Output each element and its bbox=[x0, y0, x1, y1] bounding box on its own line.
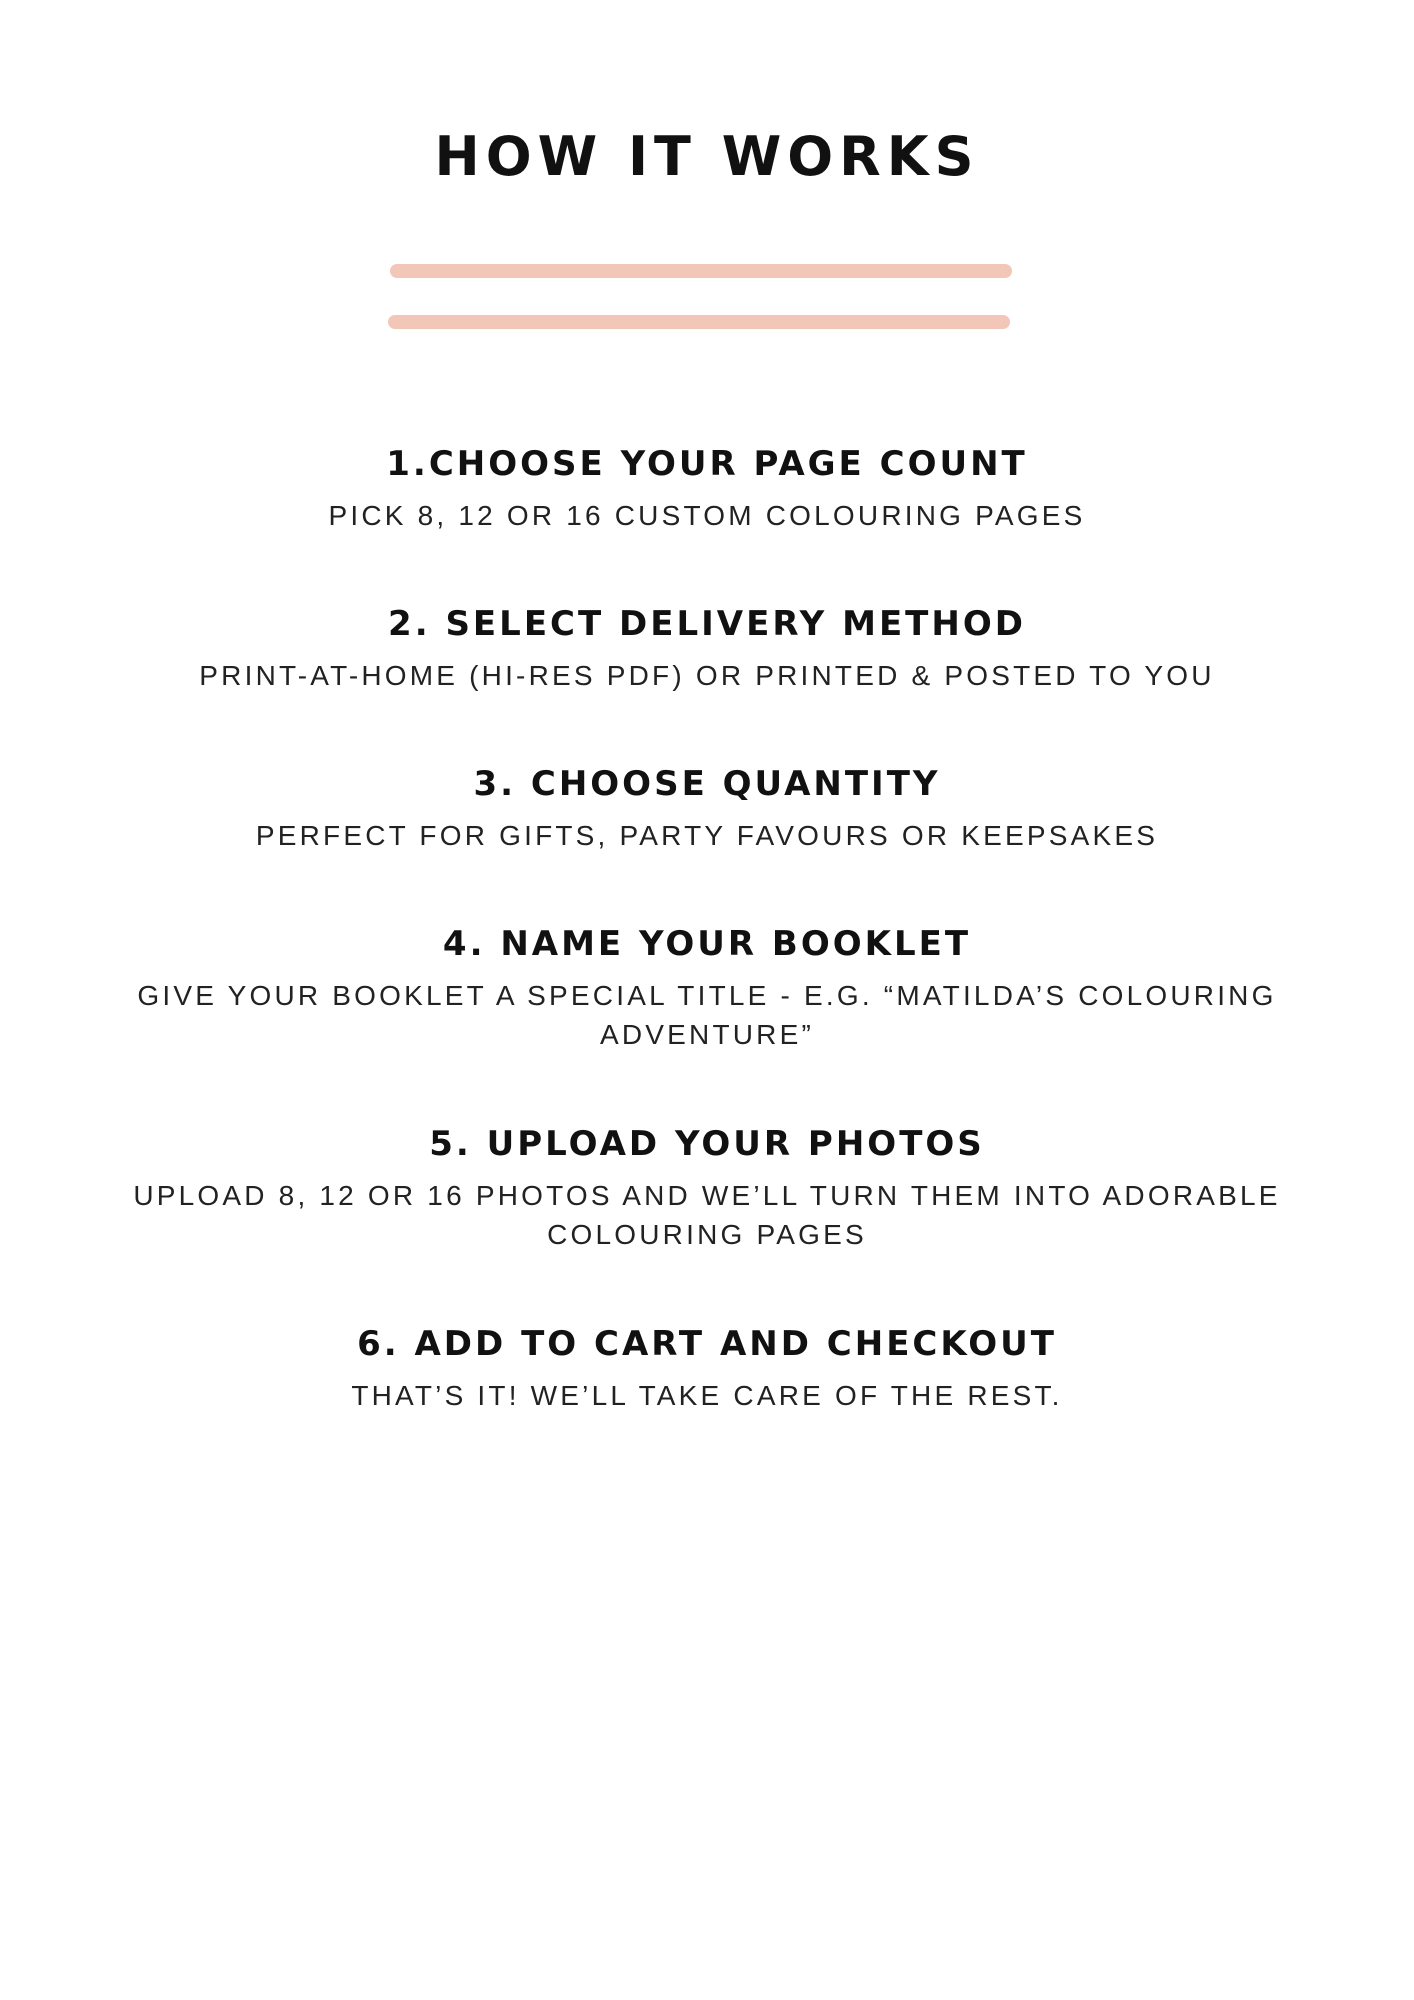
decorative-divider-bottom bbox=[388, 315, 1010, 329]
step-title: 4. NAME YOUR BOOKLET bbox=[442, 924, 972, 964]
step-description: THAT’S IT! WE’LL TAKE CARE OF THE REST. bbox=[351, 1380, 1063, 1411]
step-description: PICK 8, 12 OR 16 CUSTOM COLOURING PAGES bbox=[328, 500, 1086, 531]
decorative-divider-top bbox=[390, 264, 1012, 278]
step-title: 6. ADD TO CART AND CHECKOUT bbox=[357, 1324, 1057, 1364]
step-title: 5. UPLOAD YOUR PHOTOS bbox=[429, 1124, 985, 1164]
step-item-3 bbox=[110, 764, 1304, 855]
page-title: HOW IT WORKS bbox=[434, 125, 980, 188]
step-item-2 bbox=[110, 604, 1304, 695]
step-description: PRINT-AT-HOME (HI-RES PDF) OR PRINTED & POSTED TO YOU bbox=[199, 660, 1215, 691]
step-title: 2. SELECT DELIVERY METHOD bbox=[388, 604, 1026, 644]
step-description: GIVE YOUR BOOKLET A SPECIAL TITLE - E.G. “MATILDA’S COLOURING ADVENTURE” bbox=[137, 980, 1277, 1050]
step-description: UPLOAD 8, 12 OR 16 PHOTOS AND WE’LL TURN THEM INTO ADORABLE COLOURING PAGES bbox=[133, 1180, 1281, 1250]
step-title: 1.CHOOSE YOUR PAGE COUNT bbox=[386, 444, 1028, 484]
step-title: 3. CHOOSE QUANTITY bbox=[473, 764, 941, 804]
step-item-5 bbox=[110, 1124, 1304, 1254]
step-description: PERFECT FOR GIFTS, PARTY FAVOURS OR KEEPSAKES bbox=[255, 820, 1159, 851]
step-item-1 bbox=[110, 444, 1304, 535]
step-item-6 bbox=[110, 1324, 1304, 1415]
step-item-4 bbox=[110, 924, 1304, 1054]
